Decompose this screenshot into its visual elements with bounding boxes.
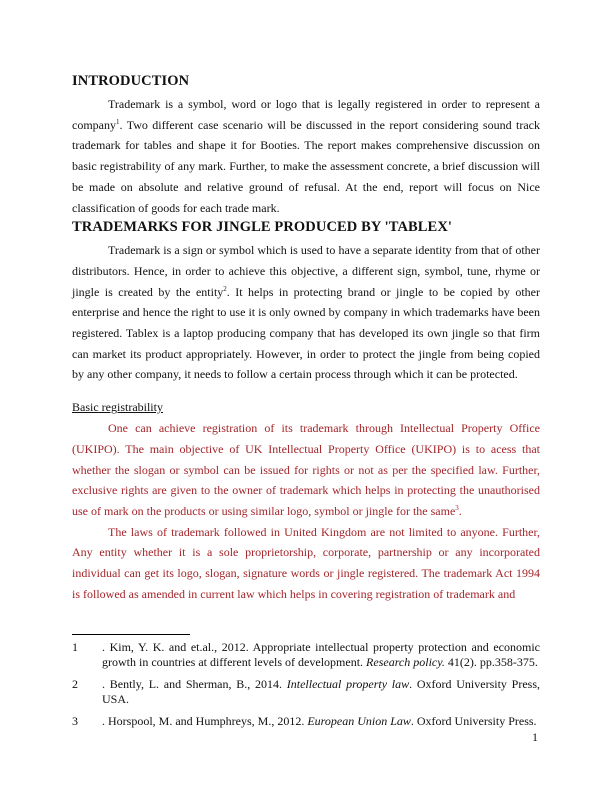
- footnote-ref-2: 2: [223, 284, 227, 293]
- footnote-ref-1: 1: [116, 117, 120, 126]
- basic-text-b: .: [458, 503, 462, 518]
- basic-paragraph-1: [72, 418, 540, 522]
- footnote: [72, 640, 540, 670]
- tablex-text-b: . It helps in protecting brand or jingle to be copied by other enterprise and hence the right to use it is only owned by company in which trademarks have been registered. Tablex is a laptop producing company that has developed its own jingle so that firm can market its product appropriately. However, in order to protect the jingle from being copied by any other company, it needs to follow a certain process through which it can be protected.: [72, 284, 540, 382]
- footnote-number: 3: [72, 714, 78, 728]
- introduction-text-b: . Two different case scenario will be discussed in the report considering sound track trademark for tables and shape it for Booties. The report makes comprehensive discussion on basic registrability of any mark. Further, to make the assessment concrete, a brief discussion will be made on absolute and relative ground of refusal. At the end, report will focus on Nice classification of goods for each trade mark.: [72, 117, 540, 215]
- basic-text-a: One can achieve registration of its trademark through Intellectual Property Office (UKIPO). The main objective of UK Intellectual Property Office (UKIPO) is to acess that whether the slogan or symbol can be issued for rights or not as per the specified law. Further, exclusive rights are given to the owner of trademark which helps in protecting the unauthorised use of mark on the products or using similar logo, symbol or jingle for the same: [72, 421, 540, 518]
- introduction-text-a: Trademark is a symbol, word or logo that is legally registered in order to represent a company: [72, 97, 540, 132]
- footnote-ref-3: 3: [455, 503, 459, 512]
- footnote-title: Intellectual property law: [286, 677, 410, 691]
- footnote: [72, 714, 540, 729]
- introduction-paragraph: [72, 94, 540, 218]
- footnote-text: . Kim, Y. K. and et.al., 2012. Appropriate intellectual property protection and economic growth in countries at different levels of development. Research policy. 41(2). pp.358-375.: [102, 640, 540, 669]
- footnote-number: 2: [72, 677, 78, 691]
- footnote: [72, 677, 540, 707]
- tablex-heading: TRADEMARKS FOR JINGLE PRODUCED BY 'TABLEX': [72, 219, 453, 236]
- tablex-paragraph: [72, 240, 540, 385]
- introduction-heading: INTRODUCTION: [72, 73, 190, 89]
- tablex-text-a: Trademark is a sign or symbol which is used to have a separate identity from that of other distributors. Hence, in order to achieve this objective, a different sign, symbol, tune, rhyme or jingle is created by the entity: [72, 243, 540, 299]
- footnote-text: . Bently, L. and Sherman, B., 2014. Intellectual property law. Oxford University Press, USA.: [102, 677, 540, 706]
- page-content: [72, 72, 540, 604]
- footnotes: [72, 640, 540, 736]
- basic-paragraph-2: The laws of trademark followed in United Kingdom are not limited to anyone. Further, Any entity whether it is a sole proprietorship, corporate, partnership or any incorporated individual can get its logo, slogan, signature words or jingle registered. The trademark Act 1994 is followed as amended in current law which helps in covering registration of trademark and: [72, 524, 540, 601]
- footnote-title: Research policy.: [366, 655, 445, 669]
- footnote-number: 1: [72, 640, 78, 654]
- footnote-title: European Union Law: [307, 714, 411, 728]
- basic-registrability-subheading: Basic registrability: [72, 400, 163, 415]
- footnote-text: . Horspool, M. and Humphreys, M., 2012. European Union Law. Oxford University Press.: [102, 714, 537, 728]
- page-number: 1: [532, 730, 538, 744]
- footnote-separator: [72, 634, 190, 635]
